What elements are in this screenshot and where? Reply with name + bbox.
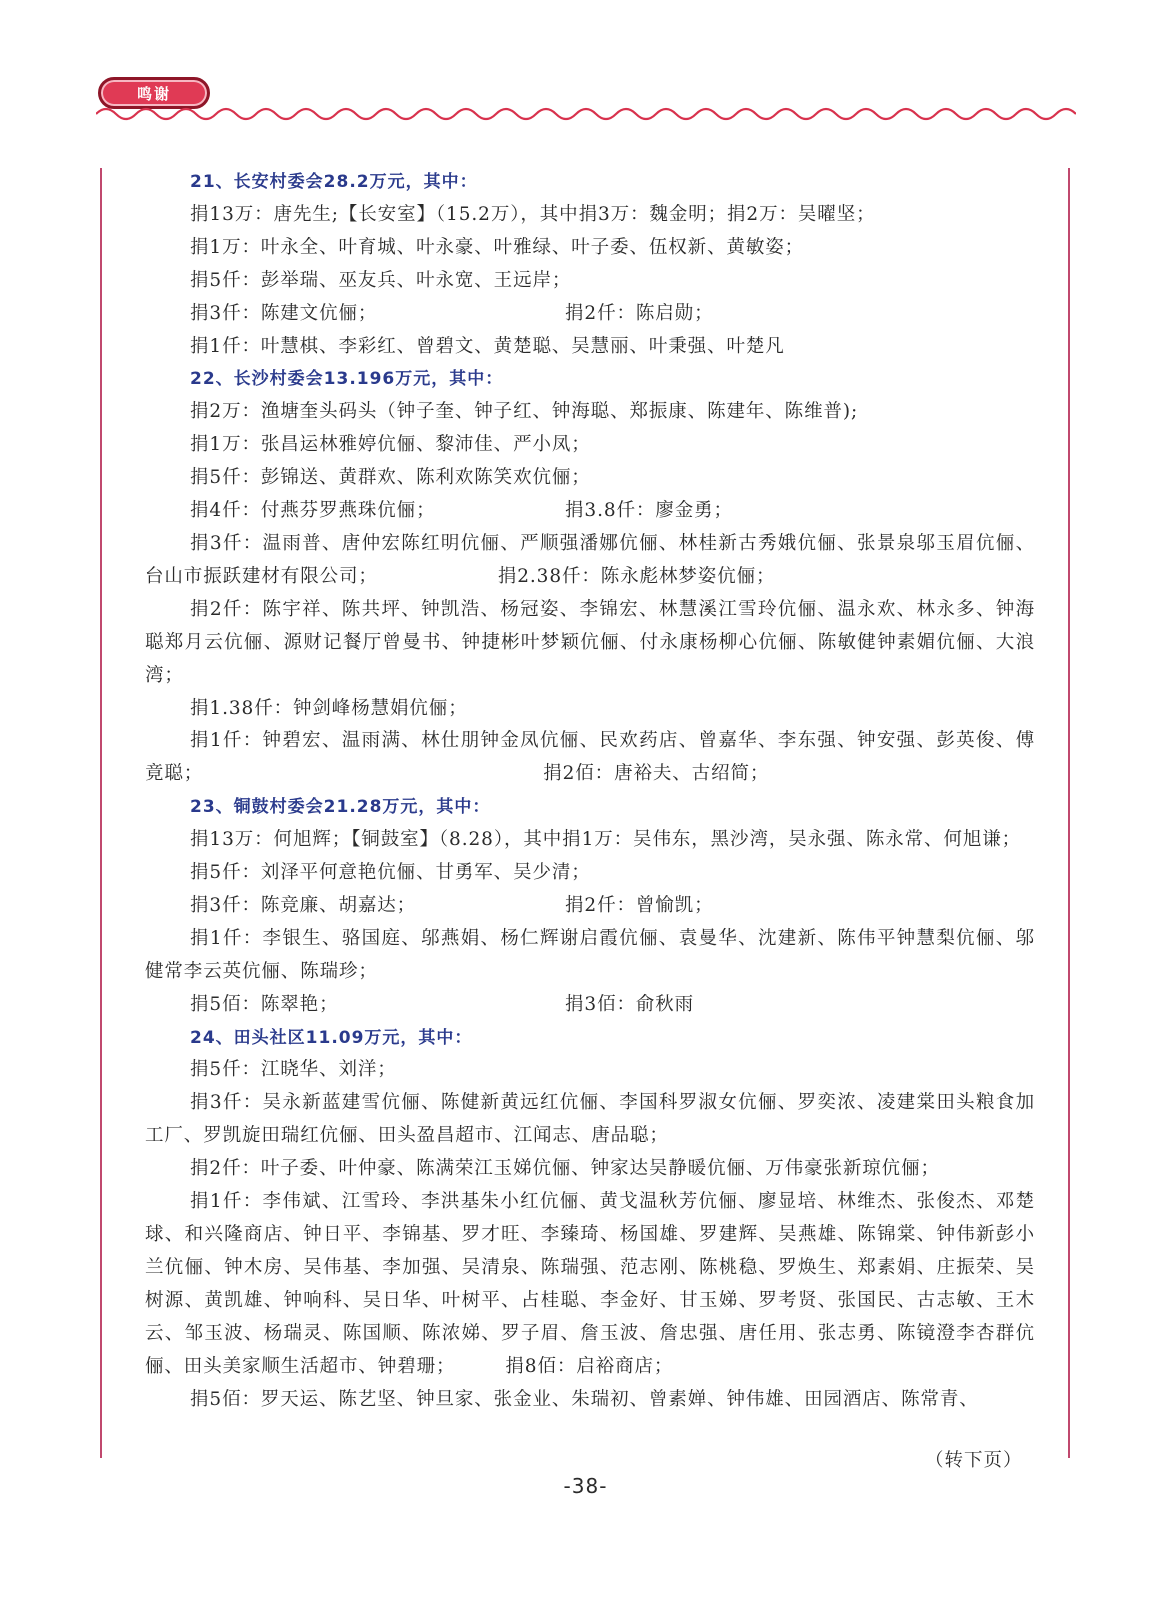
donation-col-left: 捐3仟：陈建文伉俪；	[190, 302, 378, 324]
donation-paragraph	[145, 725, 1035, 791]
page-number: -38-	[563, 1474, 608, 1498]
donation-line	[145, 298, 1035, 331]
donation-line: 捐2万：渔塘奎头码头（钟子奎、钟子红、钟海聪、郑振康、陈建年、陈维普);	[190, 401, 859, 423]
donation-list	[145, 166, 1035, 1416]
donation-text-tail: 捐8佰：启裕商店；	[505, 1355, 674, 1377]
continued-note: （转下页）	[925, 1450, 1023, 1471]
donation-line: 捐5仟：彭锦送、黄群欢、陈利欢陈笑欢伉俪；	[190, 467, 591, 489]
section-title: 23、铜鼓村委会21.28万元，其中：	[190, 797, 491, 818]
donation-text: 捐1仟：钟碧宏、温雨满、林仕朋钟金凤伉俪、民欢药店、曾嘉华、李东强、钟安强、彭英俊、傅竟聪；	[145, 730, 1035, 785]
section-tab-label: 鸣谢	[136, 84, 171, 103]
donation-col-left: 捐4仟：付燕芬罗燕珠伉俪；	[190, 500, 436, 522]
donation-paragraph: 捐2仟：陈宇祥、陈共坪、钟凯浩、杨冠姿、李锦宏、林慧溪江雪玲伉俪、温永欢、林永多、钟海聪郑月云伉俪、源财记餐厅曾曼书、钟捷彬叶梦颖伉俪、付永康杨柳心伉俪、陈敏健钟素媚伉俪、大浪湾；	[145, 598, 1035, 686]
donation-paragraph: 捐13万：何旭辉；【铜鼓室】（8.28），其中捐1万：吴伟东，黑沙湾，吴永强、陈永常、何旭谦；	[190, 829, 1022, 851]
donation-line: 捐1仟：叶慧棋、李彩红、曾碧文、黄楚聪、吴慧丽、叶秉强、叶楚凡	[190, 335, 785, 357]
donation-col-right: 捐3.8仟：廖金勇；	[565, 500, 733, 522]
donation-line: 捐5仟：彭举瑞、巫友兵、叶永宽、王远岸；	[190, 269, 572, 291]
donation-col-right: 捐2仟：曾愉凯；	[565, 894, 714, 916]
donation-col-right: 捐3佰：俞秋雨	[565, 993, 695, 1015]
donation-line: 捐1.38仟：钟剑峰杨慧娟伉俪；	[190, 697, 468, 719]
donation-line	[145, 890, 1035, 923]
donation-line: 捐5仟：江晓华、刘洋；	[190, 1059, 397, 1081]
donation-text: 捐3仟：温雨普、唐仲宏陈红明伉俪、严顺强潘娜伉俪、林桂新古秀娥伉俪、张景泉邬玉眉伉俪、台山市振跃建材有限公司；	[145, 532, 1035, 587]
donation-line: 捐5仟：刘泽平何意艳伉俪、甘勇军、吴少清；	[190, 862, 591, 884]
donation-text-tail: 捐2佰：唐裕夫、古绍简；	[543, 763, 770, 785]
donation-line	[145, 495, 1035, 528]
section-title: 24、田头社区11.09万元，其中：	[190, 1027, 473, 1048]
donation-col-left: 捐3仟：陈竞廉、胡嘉达；	[190, 894, 417, 916]
donation-line	[145, 989, 1035, 1022]
right-border-line	[1068, 168, 1070, 1458]
donation-paragraph: 捐2仟：叶子委、叶仲豪、陈满荣江玉娣伉俪、钟家达吴静暖伉俪、万伟豪张新琼伉俪；	[190, 1158, 940, 1180]
donation-text-tail: 捐2.38仟：陈永彪林梦姿伉俪；	[497, 565, 776, 587]
donation-paragraph	[145, 528, 1035, 594]
section-title: 21、长安村委会28.2万元，其中：	[190, 172, 478, 192]
donation-line: 捐13万：唐先生;【长安室】（15.2万），其中捐3万：魏金明；捐2万：吴曜坚；	[190, 203, 876, 225]
section-title: 22、长沙村委会13.196万元，其中：	[190, 369, 504, 390]
donation-paragraph	[145, 1186, 1035, 1383]
donation-col-left: 捐5佰：陈翠艳；	[190, 993, 339, 1015]
decorative-wave-divider	[96, 98, 1076, 126]
left-border-line	[100, 168, 102, 1458]
donation-paragraph: 捐1仟：李银生、骆国庭、邬燕娟、杨仁辉谢启霞伉俪、袁曼华、沈建新、陈伟平钟慧梨伉俪、邬健常李云英伉俪、陈瑞珍；	[145, 927, 1035, 982]
donation-col-right: 捐2仟：陈启勋；	[565, 302, 714, 324]
donation-line: 捐1万：叶永全、叶育城、叶永豪、叶雅绿、叶子委、伍权新、黄敏姿；	[190, 236, 805, 258]
donation-line: 捐5佰：罗天运、陈艺坚、钟旦家、张金业、朱瑞初、曾素婵、钟伟雄、田园酒店、陈常青、	[190, 1388, 979, 1410]
donation-paragraph: 捐3仟：吴永新蓝建雪伉俪、陈健新黄远红伉俪、李国科罗淑女伉俪、罗奕浓、凌建棠田头粮食加工厂、罗凯旋田瑞红伉俪、田头盈昌超市、江闻志、唐品聪；	[145, 1092, 1035, 1147]
donation-line: 捐1万：张昌运林雅婷伉俪、黎沛佳、严小凤；	[190, 434, 591, 456]
donation-text: 捐1仟：李伟斌、江雪玲、李洪基朱小红伉俪、黄戈温秋芳伉俪、廖显培、林维杰、张俊杰、邓楚球、和兴隆商店、钟日平、李锦基、罗才旺、李臻琦、杨国雄、罗建辉、吴燕雄、陈锦棠、钟伟新彭小兰伉俪、钟木房、吴伟基、李加强、吴清泉、陈瑞强、范志刚、陈桃稳、罗焕生、郑素娟、庄振荣、吴树源、黄凯雄、钟响科、吴日华、叶树平、占桂聪、李金好、甘玉娣、罗考贤、张国民、古志敏、王木云、邹玉波、杨瑞灵、陈国顺、陈浓娣、罗子眉、詹玉波、詹忠强、唐任用、张志勇、陈镜澄李杏群伉俪、田头美家顺生活超市、钟碧珊；	[145, 1191, 1035, 1377]
